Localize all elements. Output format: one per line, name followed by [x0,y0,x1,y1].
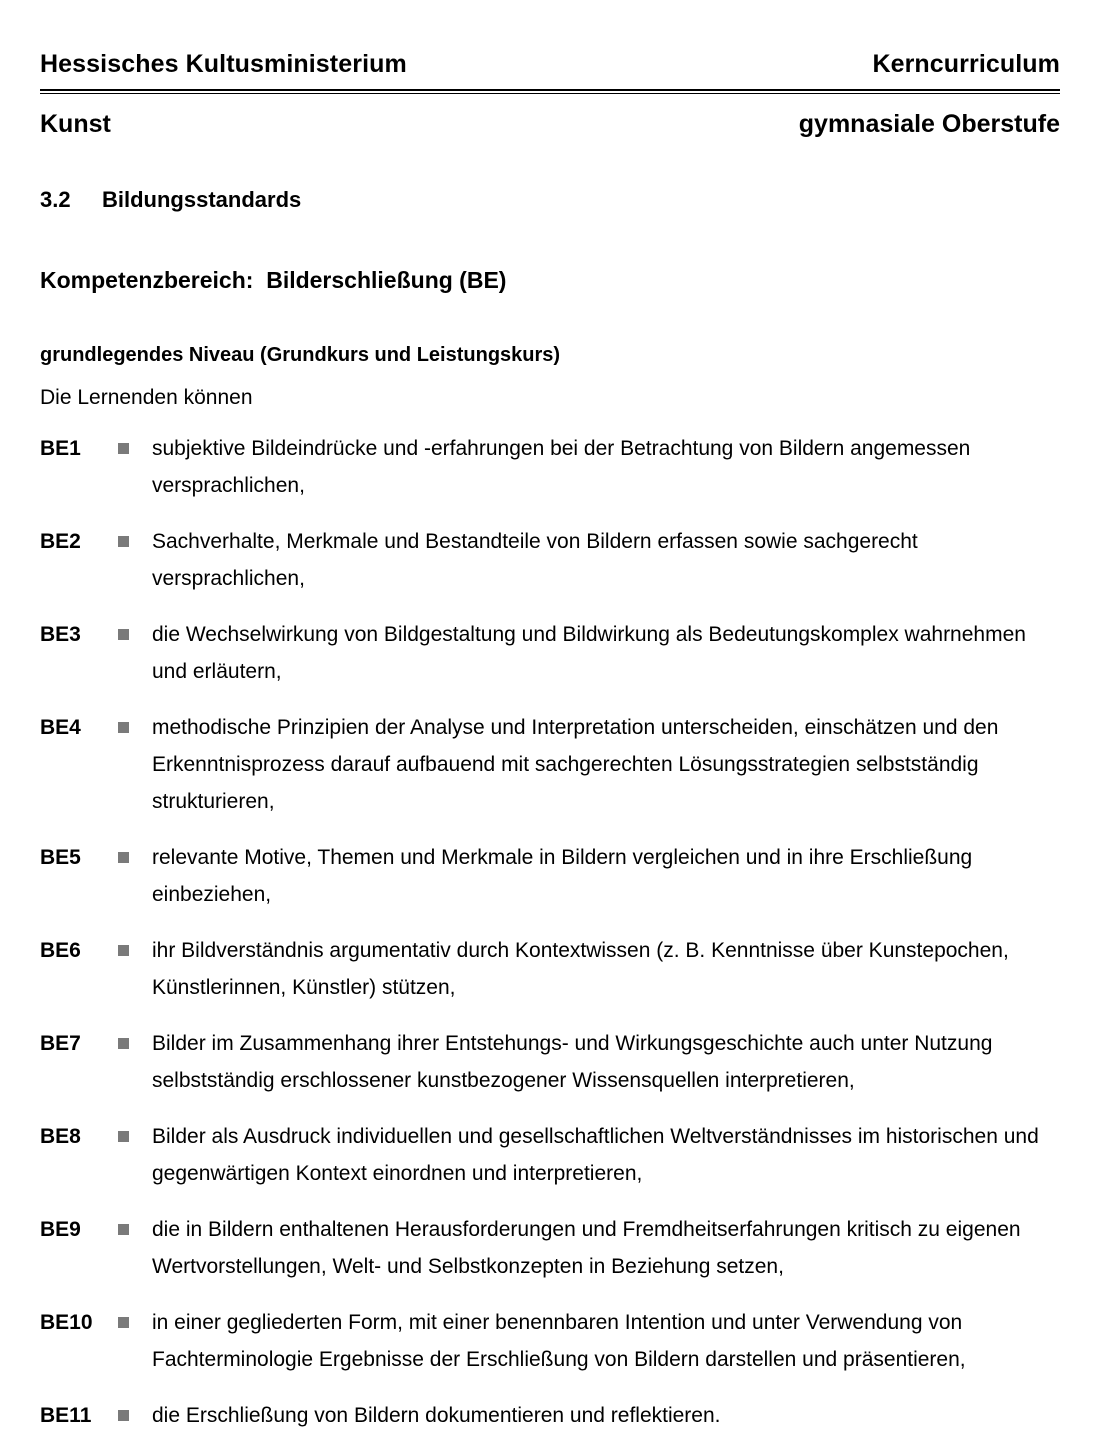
bullet-square-glyph [118,1131,129,1142]
bullet-square-glyph [118,1224,129,1235]
bullet-square-icon [118,1397,152,1434]
standard-text: Sachverhalte, Merkmale und Bestandteile von Bildern erfassen sowie sachgerecht versprachlichen, [152,530,918,590]
standard-text: in einer gegliederten Form, mit einer benennbaren Intention und unter Verwendung von Fachterminologie Ergebnisse der Erschließung von Bildern darstellen und präsentieren, [152,1311,966,1371]
standard-code: BE5 [40,846,81,869]
bullet-square-icon [118,523,152,560]
standard-row [40,1025,1060,1099]
standard-code: BE10 [40,1311,93,1334]
bullet-square-icon [118,1025,152,1062]
bullet-square-glyph [118,722,129,733]
bullet-square-glyph [118,1317,129,1328]
bullet-square-glyph [118,945,129,956]
standard-text: die in Bildern enthaltenen Herausforderungen und Fremdheitserfahrungen kritisch zu eigenen Wertvorstellungen, Welt- und Selbstkonzepten in Beziehung setzen, [152,1218,1021,1278]
section-title: Bildungsstandards [102,187,302,212]
bullet-square-glyph [118,1410,129,1421]
bullet-square-icon [118,1304,152,1341]
standard-row [40,430,1060,504]
standard-code: BE11 [40,1404,92,1427]
standard-code: BE6 [40,939,81,962]
standard-row [40,616,1060,690]
bullet-square-glyph [118,1038,129,1049]
standards-list [40,430,1060,1434]
bullet-square-glyph [118,443,129,454]
running-head-right: Kerncurriculum [872,50,1060,78]
sub-head-subject: Kunst [40,110,111,138]
standard-code: BE9 [40,1218,81,1241]
standard-row [40,709,1060,820]
bullet-square-glyph [118,536,129,547]
bullet-square-icon [118,839,152,876]
standard-code: BE4 [40,716,81,739]
bullet-square-icon [118,932,152,969]
bullet-square-icon [118,1211,152,1248]
header-double-rule [40,89,1060,94]
bullet-square-icon [118,709,152,746]
standard-code: BE7 [40,1032,81,1055]
running-head [40,0,1060,79]
level-label: grundlegendes Niveau (Grundkurs und Leistungskurs) [40,344,561,366]
bullet-square-icon [118,1118,152,1155]
standard-code: BE2 [40,530,81,553]
lead-in-text: Die Lernenden können [40,386,253,409]
standard-code: BE1 [40,437,81,460]
standard-row [40,1397,1060,1434]
competence-area-heading: Kompetenzbereich: Bilderschließung (BE) [40,267,507,293]
standard-code: BE3 [40,623,81,646]
standard-row [40,1211,1060,1285]
standard-text: Bilder als Ausdruck individuellen und gesellschaftlichen Weltverständnisses im historischen und gegenwärtigen Kontext einordnen und interpretieren, [152,1125,1039,1185]
bullet-square-icon [118,616,152,653]
running-head-left: Hessisches Kultusministerium [40,50,407,78]
standard-text: Bilder im Zusammenhang ihrer Entstehungs- und Wirkungsgeschichte auch unter Nutzung selbstständig erschlossener kunstbezogener Wissensquellen interpretieren, [152,1032,993,1092]
standard-row [40,523,1060,597]
standard-row [40,839,1060,913]
section-number: 3.2 [40,187,71,212]
standard-code: BE8 [40,1125,81,1148]
sub-head [40,110,1060,139]
standard-text: die Erschließung von Bildern dokumentieren und reflektieren. [152,1404,721,1427]
standard-text: die Wechselwirkung von Bildgestaltung und Bildwirkung als Bedeutungskomplex wahrnehmen und erläutern, [152,623,1026,683]
bullet-square-glyph [118,852,129,863]
standard-row [40,1118,1060,1192]
standard-text: methodische Prinzipien der Analyse und Interpretation unterscheiden, einschätzen und den Erkenntnisprozess darauf aufbauend mit sachgerechten Lösungsstrategien selbstständig strukturieren, [152,716,999,813]
standard-row [40,932,1060,1006]
standard-text: relevante Motive, Themen und Merkmale in Bildern vergleichen und in ihre Erschließung einbeziehen, [152,846,973,906]
standard-text: subjektive Bildeindrücke und -erfahrungen bei der Betrachtung von Bildern angemessen versprachlichen, [152,437,971,497]
bullet-square-icon [118,430,152,467]
sub-head-school-level: gymnasiale Oberstufe [798,110,1060,138]
section-heading [40,187,1060,213]
bullet-square-glyph [118,629,129,640]
standard-text: ihr Bildverständnis argumentativ durch Kontextwissen (z. B. Kenntnisse über Kunstepochen, Künstlerinnen, Künstler) stützen, [152,939,1009,999]
